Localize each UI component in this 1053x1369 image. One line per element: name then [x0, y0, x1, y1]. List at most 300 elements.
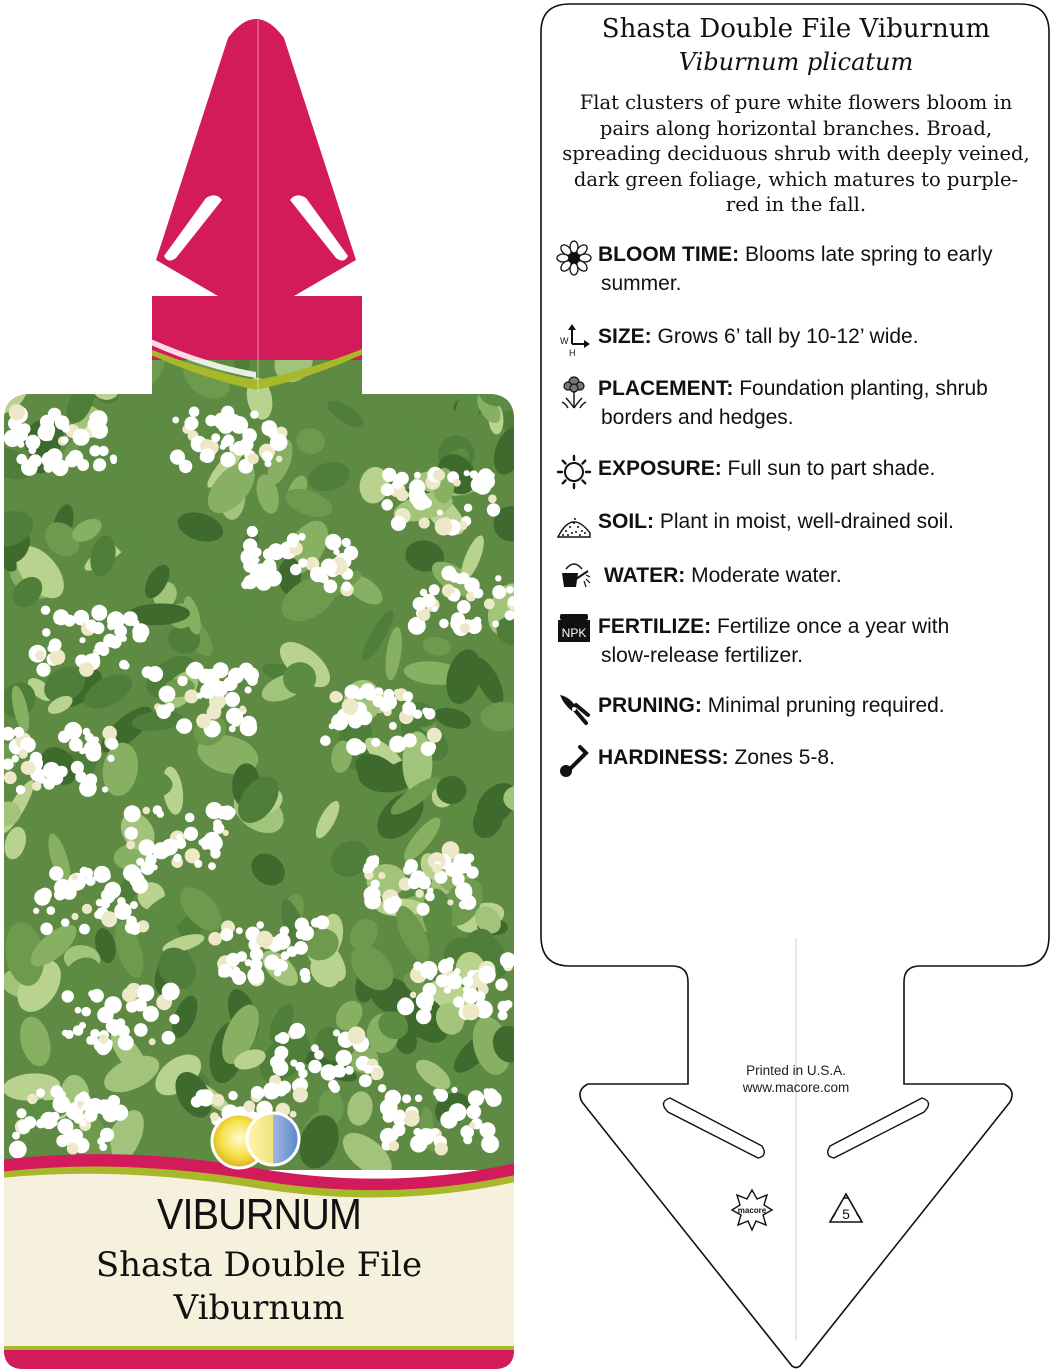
flower-floret [130, 901, 138, 909]
flower-floret [36, 1088, 45, 1097]
flower-floret [342, 698, 359, 715]
flower-floret [320, 735, 331, 746]
flower-floret [97, 1099, 113, 1115]
flower-floret [162, 983, 180, 1001]
flower-floret [262, 451, 273, 462]
viburnum-photo [0, 335, 537, 1186]
flower-floret [452, 867, 463, 878]
flower-floret [223, 830, 229, 836]
care-label: PLACEMENT: [598, 377, 734, 400]
flower-floret [242, 428, 257, 443]
flower-floret [391, 516, 406, 531]
svg-text:5: 5 [842, 1206, 850, 1222]
care-value-cont: slow-release fertilizer. [601, 644, 803, 667]
flower-floret [98, 446, 108, 456]
flower-floret [130, 922, 140, 932]
flower-floret [228, 1091, 237, 1100]
flower-floret [41, 606, 50, 615]
flower-floret [351, 740, 360, 749]
flower-floret [189, 407, 200, 418]
flower-floret [220, 805, 235, 820]
flower-floret [106, 738, 118, 750]
care-label: HARDINESS: [598, 746, 729, 769]
flower-floret [378, 1084, 386, 1092]
flower-floret [481, 1135, 499, 1153]
flower-floret [464, 470, 470, 476]
flower-floret [488, 495, 497, 504]
flower-floret [18, 1120, 30, 1132]
flower-floret [123, 1041, 132, 1050]
flower-floret [413, 962, 422, 971]
flower-floret [157, 810, 164, 817]
flower-floret [277, 960, 288, 971]
flower-floret [459, 900, 468, 909]
flower-floret [49, 866, 63, 880]
flower-floret [143, 841, 149, 847]
flower-floret [172, 417, 179, 424]
flower-floret [406, 735, 415, 744]
flower-floret [471, 477, 487, 493]
flower-floret [460, 623, 470, 633]
flower-floret [290, 1060, 297, 1067]
flower-floret [187, 662, 204, 679]
flower-floret [245, 686, 252, 693]
flower-floret [47, 435, 53, 441]
flower-floret [225, 692, 240, 707]
flower-floret [212, 1094, 225, 1107]
flower-floret [54, 879, 72, 897]
flower-floret [236, 927, 243, 934]
flower-floret [61, 436, 68, 443]
flower-floret [432, 864, 442, 874]
flower-floret [196, 1090, 209, 1103]
flower-floret [90, 410, 108, 428]
flower-floret [256, 921, 264, 929]
flower-floret [210, 848, 220, 858]
flower-floret [127, 866, 142, 881]
flower-floret [272, 1060, 288, 1076]
flower-floret [290, 1111, 297, 1118]
flower-floret [256, 931, 273, 948]
flower-floret [456, 613, 462, 619]
flower-floret [85, 773, 98, 786]
flower-floret [389, 1141, 399, 1151]
flower-floret [354, 689, 365, 700]
flower-floret [403, 691, 413, 701]
flower-floret [95, 642, 108, 655]
front-common-name-line2: Viburnum [173, 1288, 345, 1328]
botanical-name: Viburnum plicatum [678, 48, 914, 76]
flower-floret [255, 967, 261, 973]
flower-floret [184, 827, 198, 841]
flower-floret [470, 1096, 479, 1105]
flower-floret [42, 628, 51, 637]
flower-floret [109, 636, 122, 649]
pruners-icon [556, 691, 592, 727]
flower-floret [94, 911, 102, 919]
flower-floret [79, 1022, 86, 1029]
flower-floret [27, 1094, 38, 1105]
flower-floret [478, 966, 496, 984]
flower-floret [206, 802, 223, 819]
flower-floret [518, 610, 531, 623]
flower-floret [104, 996, 121, 1013]
flower-floret [208, 862, 216, 870]
flower-floret [79, 924, 90, 935]
front-genus-name: VIBURNUM [156, 1190, 362, 1239]
flower-floret [92, 736, 99, 743]
flower-floret [348, 714, 363, 729]
flower-floret [492, 585, 506, 599]
flower-floret [384, 689, 395, 700]
flower-floret [89, 1036, 98, 1045]
flower-floret [254, 563, 269, 578]
flower-floret [437, 510, 443, 516]
flower-floret [419, 518, 430, 529]
flower-floret [441, 566, 456, 581]
flower-floret [435, 1089, 448, 1102]
printed-in: Printed in U.S.A. [746, 1063, 846, 1078]
svg-text:W: W [560, 336, 569, 346]
flower-floret [82, 904, 92, 914]
flower-floret [439, 619, 449, 629]
svg-text:NPK: NPK [561, 626, 587, 640]
flower-floret [157, 704, 172, 719]
flower-floret [97, 1137, 105, 1145]
flower-floret [345, 1066, 354, 1075]
care-value-cont: borders and hedges. [601, 406, 794, 429]
flower-floret [276, 456, 283, 463]
care-value: Foundation planting, shrub [739, 377, 988, 400]
flower-floret [54, 618, 60, 624]
flower-floret [467, 1105, 482, 1120]
flower-floret [79, 637, 85, 643]
flower-floret [463, 1135, 472, 1144]
flower-floret [35, 650, 45, 660]
flower-floret [281, 951, 290, 960]
flower-floret [420, 589, 427, 596]
flower-floret [70, 1129, 83, 1142]
flower-floret [18, 749, 27, 758]
flower-floret [415, 889, 424, 898]
flower-floret [462, 976, 473, 987]
flower-floret [417, 903, 430, 916]
flower-floret [392, 479, 402, 489]
flower-floret [36, 663, 50, 677]
care-value: Fertilize once a year with [717, 615, 950, 638]
flower-floret [325, 534, 341, 550]
plant-description: Flat clusters of pure white flowers bloom in pairs along horizontal branches. Broad, spreading deciduous shrub with deeply veined, dark green foliage, which matures to purple-red in the fall. [562, 91, 1030, 216]
flower-floret [336, 1050, 352, 1066]
flower-floret [107, 755, 114, 762]
care-label: SOIL: [598, 510, 654, 533]
flower-floret [450, 592, 459, 601]
flower-floret [239, 706, 246, 713]
flower-floret [62, 1030, 69, 1037]
flower-floret [445, 957, 454, 966]
flower-floret [132, 619, 140, 627]
flower-floret [389, 722, 397, 730]
flower-floret [124, 805, 141, 822]
flower-floret [80, 867, 89, 876]
flower-floret [383, 898, 399, 914]
flower-floret [371, 738, 380, 747]
flower-floret [295, 918, 309, 932]
flower-floret [153, 668, 161, 676]
flower-floret [470, 868, 476, 874]
flower-floret [300, 968, 311, 979]
flower-floret [484, 599, 495, 610]
flower-floret [177, 676, 187, 686]
flower-floret [333, 1064, 346, 1077]
flower-floret [518, 597, 530, 609]
flower-floret [506, 586, 514, 594]
flower-floret [475, 991, 485, 1001]
flower-floret [319, 573, 329, 583]
flower-floret [342, 538, 351, 547]
svg-text:macore: macore [737, 1206, 767, 1215]
flower-floret [504, 1000, 513, 1009]
flower-floret [383, 1111, 395, 1123]
flower-floret [433, 469, 445, 481]
flower-floret [410, 992, 417, 999]
flower-floret [423, 1129, 436, 1142]
flower-floret [79, 662, 94, 677]
flower-floret [432, 606, 438, 612]
flower-floret [469, 1122, 476, 1129]
flower-floret [403, 1110, 419, 1126]
flower-floret [92, 622, 104, 634]
flower-floret [13, 727, 24, 738]
flower-floret [200, 450, 210, 460]
flower-floret [378, 872, 385, 879]
flower-floret [78, 612, 85, 619]
flower-floret [280, 926, 290, 936]
flower-floret [464, 504, 472, 512]
flower-floret [50, 771, 64, 785]
flower-floret [231, 717, 240, 726]
care-label: SIZE: [598, 325, 652, 348]
flower-floret [421, 741, 436, 756]
flower-floret [405, 859, 418, 872]
printing-info [700, 1062, 892, 1096]
flower-floret [184, 416, 198, 430]
flower-floret [423, 983, 437, 997]
flower-floret [25, 435, 40, 450]
flower-floret [71, 913, 78, 920]
website: www.macore.com [742, 1080, 850, 1095]
flower-floret [79, 1091, 89, 1101]
flower-floret [220, 444, 226, 450]
care-value-cont: summer. [601, 272, 682, 295]
care-value: Moderate water. [691, 564, 842, 587]
flower-floret [194, 860, 202, 868]
flower-floret [275, 1035, 283, 1043]
soil-icon [556, 507, 592, 543]
flower-floret [276, 1086, 287, 1097]
flower-floret [208, 932, 222, 946]
care-label: EXPOSURE: [598, 457, 722, 480]
flower-floret [455, 883, 472, 900]
flower-floret [514, 567, 520, 573]
flower-floret [348, 1026, 366, 1044]
flower-floret [270, 434, 288, 452]
flower-floret [447, 899, 453, 905]
flower-floret [38, 888, 52, 902]
flower-floret [500, 952, 516, 968]
flower-floret [436, 974, 449, 987]
flower-floret [81, 1007, 91, 1017]
flower-floret [359, 1074, 372, 1087]
flower-floret [382, 468, 396, 482]
macore-logo [732, 1190, 772, 1230]
flower-floret [104, 873, 111, 880]
leaf [98, 355, 132, 390]
flower-floret [331, 713, 348, 730]
flower-floret [114, 903, 131, 920]
flower-floret [373, 695, 385, 707]
flower-floret [495, 575, 501, 581]
flower-floret [226, 953, 240, 967]
flower-floret [505, 610, 515, 620]
flower-floret [220, 928, 233, 941]
flower-floret [244, 1101, 256, 1113]
flower-floret [40, 923, 53, 936]
flower-floret [248, 453, 259, 464]
leaf [432, 367, 486, 397]
flower-floret [484, 1088, 498, 1102]
flower-floret [56, 1090, 66, 1100]
flower-floret [364, 862, 375, 873]
flower-floret [73, 429, 90, 446]
flower-floret [40, 1112, 57, 1129]
flower-floret [289, 1023, 305, 1039]
flower-floret [83, 728, 91, 736]
care-value: Grows 6’ tall by 10-12’ wide. [657, 325, 919, 348]
flower-floret [315, 915, 329, 929]
flower-floret [250, 410, 259, 419]
flower-floret [275, 1046, 289, 1060]
flower-floret [424, 708, 435, 719]
flower-floret [233, 441, 248, 456]
flower-floret [416, 1009, 431, 1024]
flower-floret [250, 948, 263, 961]
flower-floret [213, 819, 222, 828]
placement-icon [556, 374, 592, 410]
flower-floret [244, 667, 259, 682]
flower-floret [364, 1065, 373, 1074]
flower-floret [435, 1142, 448, 1155]
flower-floret [321, 559, 337, 575]
flower-floret [77, 459, 89, 471]
flower-floret [462, 1003, 479, 1020]
flower-floret [308, 1060, 321, 1073]
flower-floret [90, 989, 104, 1003]
flower-floret [49, 638, 62, 651]
flower-floret [487, 503, 500, 516]
flower-floret [247, 526, 258, 537]
flower-floret [159, 686, 176, 703]
flower-floret [16, 785, 25, 794]
flower-floret [125, 827, 138, 840]
care-label: PRUNING: [598, 694, 702, 717]
flower-floret [102, 726, 117, 741]
flower-floret [288, 537, 299, 548]
flower-floret [21, 459, 38, 476]
flower-floret [47, 448, 63, 464]
flower-floret [9, 1141, 27, 1159]
flower-floret [415, 1095, 423, 1103]
flower-floret [13, 427, 28, 442]
flower-floret [429, 584, 440, 595]
care-label: FERTILIZE: [598, 615, 712, 638]
flower-floret [453, 996, 464, 1007]
flower-floret [12, 1132, 20, 1140]
flower-floret [218, 964, 232, 978]
flower-floret [93, 458, 106, 471]
flower-floret [169, 1014, 179, 1024]
flower-floret [330, 1083, 340, 1093]
flower-floret [417, 876, 431, 890]
flower-floret [360, 1058, 367, 1065]
flower-floret [290, 564, 301, 575]
flower-floret [293, 1087, 308, 1102]
flower-floret [116, 1018, 125, 1027]
flower-floret [67, 1143, 79, 1155]
flower-floret [110, 455, 117, 462]
flower-floret [457, 600, 471, 614]
flower-floret [413, 597, 427, 611]
flower-floret [96, 899, 104, 907]
flower-floret [179, 460, 192, 473]
flower-floret [84, 740, 101, 757]
flower-floret [492, 621, 499, 628]
flower-floret [57, 1119, 73, 1135]
flower-floret [134, 1023, 148, 1037]
flower-floret [176, 718, 192, 734]
flower-floret [240, 719, 258, 737]
flower-floret [149, 1038, 156, 1045]
care-label: WATER: [604, 564, 686, 587]
flower-floret [84, 1109, 98, 1123]
flower-floret [456, 577, 464, 585]
flower-floret [196, 714, 211, 729]
npk-icon [556, 612, 592, 648]
flower-floret [143, 807, 151, 815]
flower-floret [232, 971, 246, 985]
thermometer-icon [556, 743, 592, 779]
flower-floret [413, 1128, 421, 1136]
size-icon [556, 322, 592, 358]
flower-floret [413, 710, 422, 719]
flower-floret [508, 597, 518, 607]
care-value: Blooms late spring to early [745, 243, 993, 266]
flower-floret [176, 839, 187, 850]
flower-floret [262, 579, 268, 585]
flower-floret [137, 633, 146, 642]
flower-floret [99, 1034, 108, 1043]
flower-floret [185, 813, 195, 823]
flower-floret [330, 691, 342, 703]
flower-floret [229, 725, 236, 732]
flower-floret [314, 1050, 324, 1060]
flower-floret [102, 786, 108, 792]
flower-floret [489, 472, 495, 478]
flower-floret [61, 990, 73, 1002]
flower-floret [451, 1087, 457, 1093]
flower-floret [262, 422, 268, 428]
flower-floret [294, 941, 308, 955]
